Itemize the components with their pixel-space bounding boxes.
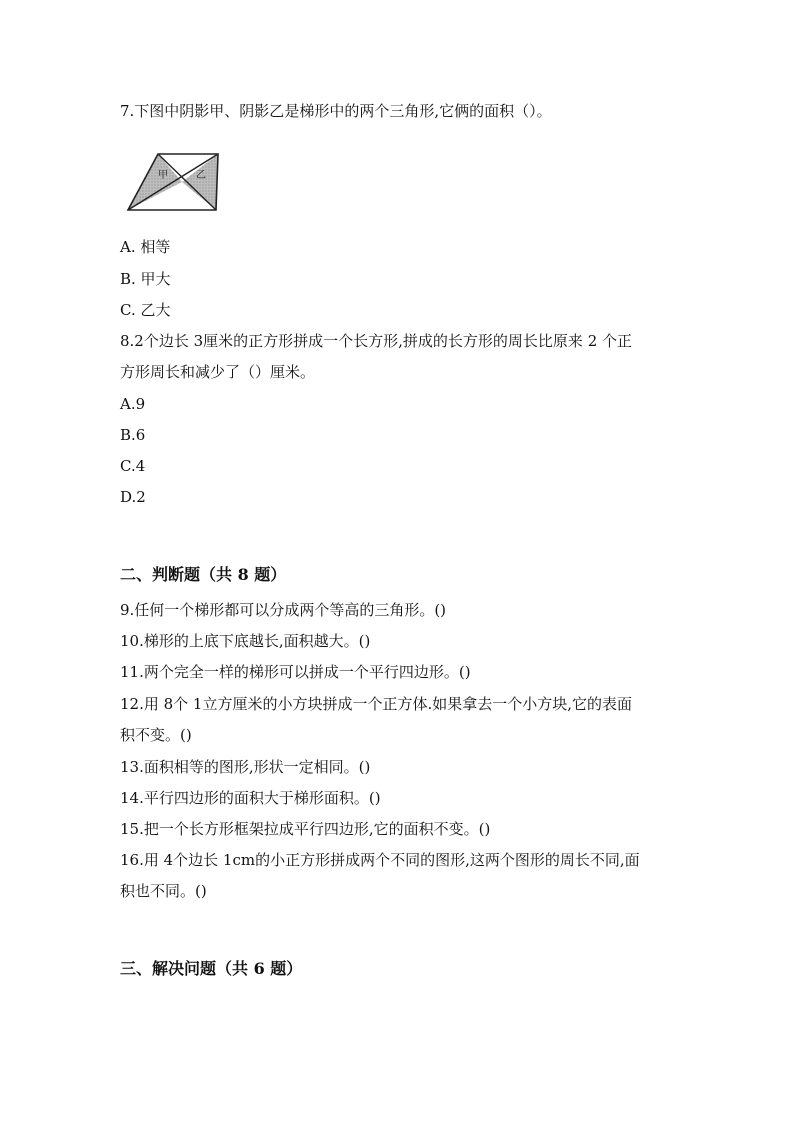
question-7-text: 7.下图中阴影甲、阴影乙是梯形中的两个三角形,它俩的面积（）。 (120, 102, 552, 120)
judgement-item-11: 11.两个完全一样的梯形可以拼成一个平行四边形。() (120, 663, 471, 681)
label-jia: 甲 (158, 170, 168, 181)
q8-option-b: B.6 (120, 426, 146, 444)
judgement-item-15: 15.把一个长方形框架拉成平行四边形,它的面积不变。() (120, 820, 491, 838)
q8-option-c: C.4 (120, 457, 146, 475)
judgement-item-14: 14.平行四边形的面积大于梯形面积。() (120, 789, 381, 807)
judgement-item-16-line2: 积也不同。() (120, 882, 207, 900)
judgement-item-12-line1: 12.用 8个 1立方厘米的小方块拼成一个正方体.如果拿去一个小方块,它的表面 (120, 695, 633, 713)
section-2-heading: 二、判断题（共 8 题） (120, 565, 287, 584)
q8-option-a: A.9 (120, 395, 146, 413)
question-8-text-line1: 8.2个边长 3厘米的正方形拼成一个长方形,拼成的长方形的周长比原来 2 个正 (120, 332, 633, 350)
judgement-item-9: 9.任何一个梯形都可以分成两个等高的三角形。() (120, 601, 447, 619)
question-8-text-line2: 方形周长和减少了（）厘米。 (120, 363, 316, 381)
judgement-item-12-line2: 积不变。() (120, 726, 192, 744)
judgement-item-16-line1: 16.用 4个边长 1cm的小正方形拼成两个不同的图形,这两个图形的周长不同,面 (120, 851, 640, 869)
q8-option-d: D.2 (120, 488, 146, 506)
label-yi: 乙 (196, 170, 206, 181)
trapezoid-figure (124, 148, 224, 216)
q7-option-a: A. 相等 (120, 238, 171, 256)
judgement-item-10: 10.梯形的上底下底越长,面积越大。() (120, 632, 371, 650)
section-3-heading: 三、解决问题（共 6 题） (120, 959, 303, 978)
q7-option-c: C. 乙大 (120, 301, 171, 319)
q7-option-b: B. 甲大 (120, 270, 171, 288)
judgement-item-13: 13.面积相等的图形,形状一定相同。() (120, 758, 371, 776)
